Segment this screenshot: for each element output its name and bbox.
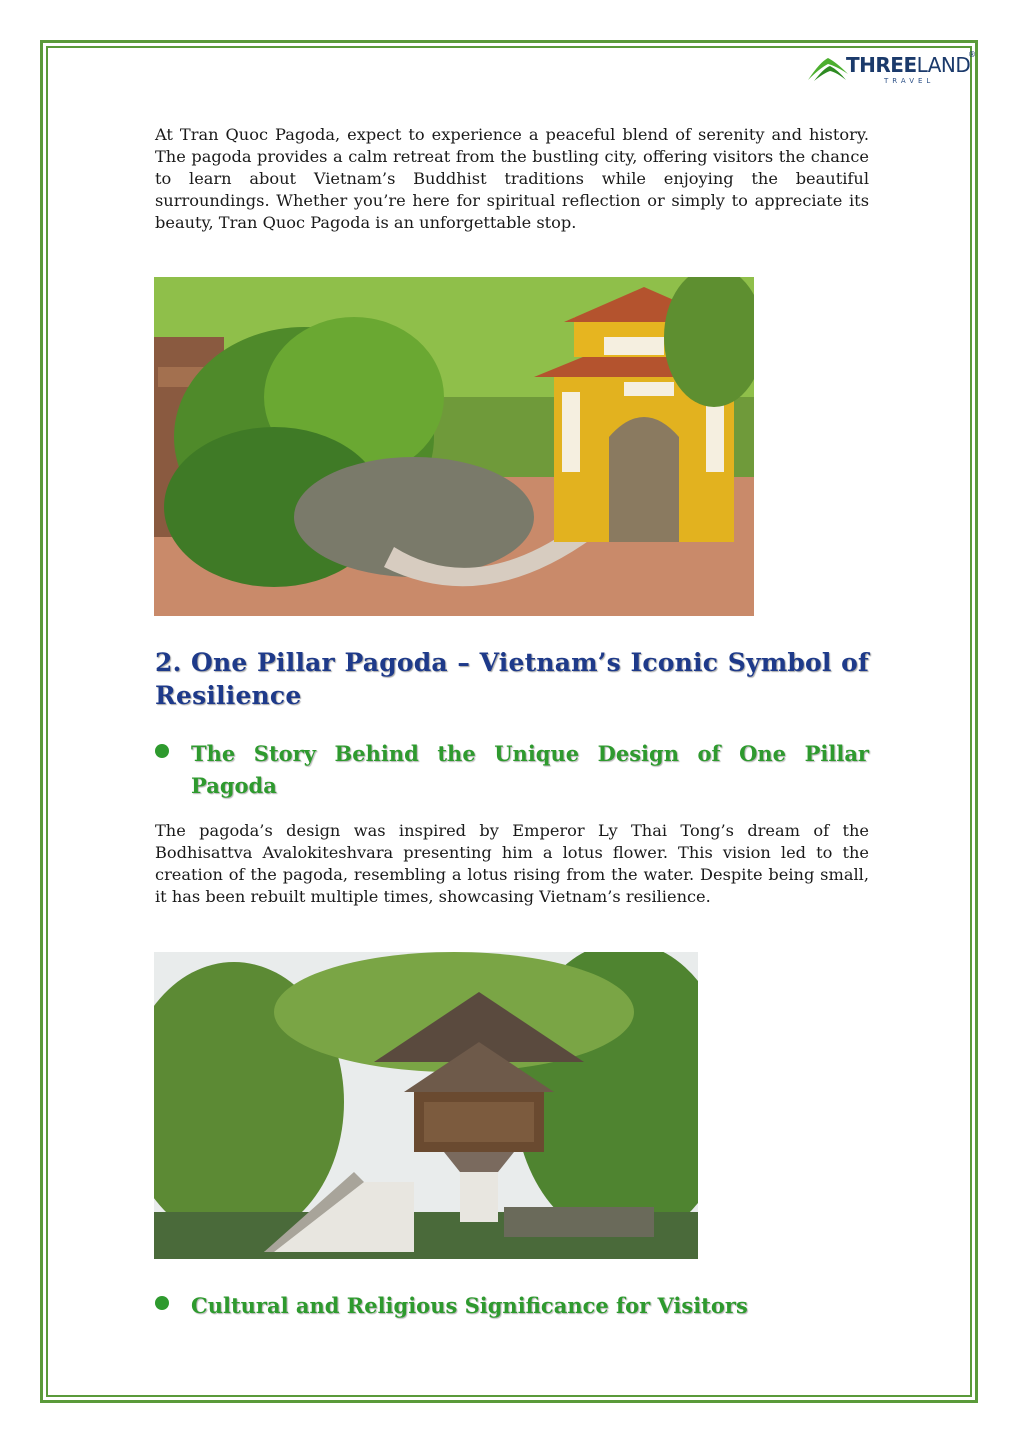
bullet-dot-icon — [155, 744, 169, 758]
one-pillar-pagoda-photo — [154, 952, 698, 1259]
mountain-logo-icon — [806, 54, 850, 86]
section-heading: 2. One Pillar Pagoda – Vietnam’s Iconic Symbol of Resilience — [155, 648, 869, 710]
subheading-design-story: The Story Behind the Unique Design of One Pillar Pagoda — [191, 741, 869, 798]
bullet-dot-icon — [155, 1296, 169, 1310]
intro-paragraph: At Tran Quoc Pagoda, expect to experience a peaceful blend of serenity and history. The pagoda provides a calm retreat from the bustling city, offering visitors the chance to learn about Vietnam’s Buddhist traditions while enjoying the beautiful surroundings. Whether you’re here for spiritual reflection or simply to appreciate its beauty, Tran Quoc Pagoda is an unforgettable stop. — [155, 125, 869, 232]
logo-subtitle: TRAVEL — [884, 77, 935, 85]
logo-brand-bold: THREE — [846, 53, 917, 77]
subheading-cultural-significance: Cultural and Religious Significance for Visitors — [191, 1293, 748, 1318]
threeland-logo — [806, 50, 974, 92]
tran-quoc-pagoda-photo — [154, 277, 754, 616]
design-story-paragraph: The pagoda’s design was inspired by Emperor Ly Thai Tong’s dream of the Bodhisattva Avalokiteshvara presenting him a lotus flower. This vision led to the creation of the pagoda, resembling a lotus rising from the water. Despite being small, it has been rebuilt multiple times, showcasing Vietnam’s resilience. — [155, 821, 869, 906]
logo-registered-mark: ® — [968, 50, 976, 59]
logo-brand-light: LAND — [916, 53, 971, 77]
logo-wordmark — [846, 53, 970, 77]
